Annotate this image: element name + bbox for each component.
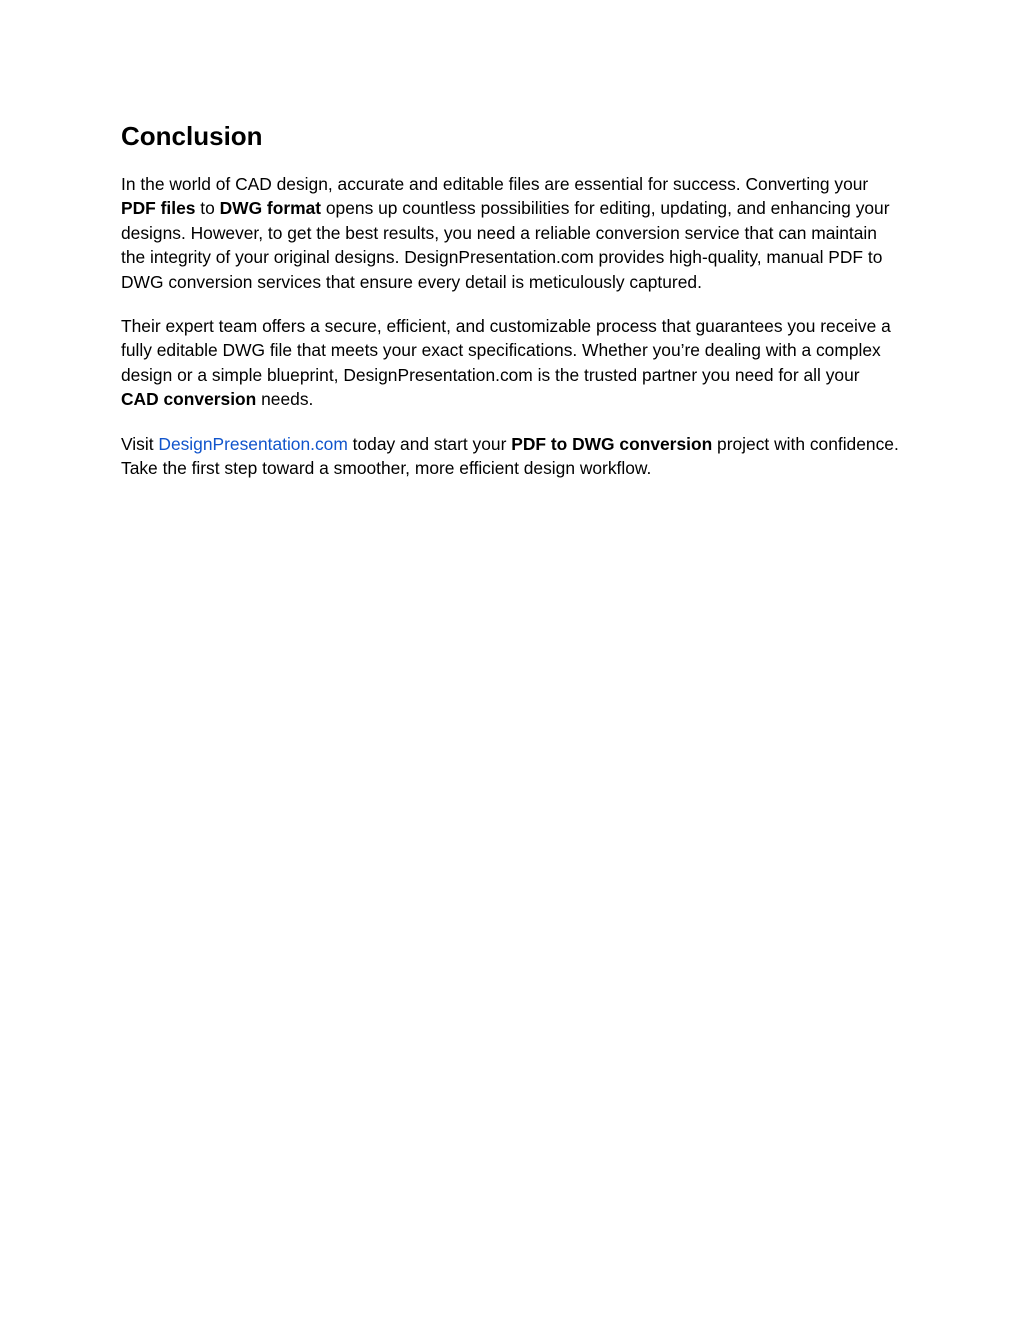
- text-run: Their expert team offers a secure, efficient, and customizable process that guarantees you receive a fully editable DWG file that meets your exact specifications. Whether you’re dealing with a complex design or a simple blueprint, DesignPresentation.com is the trusted partner you need for all your: [121, 316, 891, 385]
- text-run: Visit: [121, 433, 154, 454]
- text-run: needs.: [256, 389, 314, 410]
- text-run: today and start your: [347, 433, 512, 454]
- paragraph-visit: [121, 432, 901, 481]
- designpresentation-link[interactable]: DesignPresentation.com: [153, 433, 348, 454]
- section-heading: Conclusion: [121, 121, 263, 151]
- document-page: [121, 118, 901, 500]
- bold-dwg-format: DWG format: [219, 198, 322, 219]
- text-run: project with confidence. Take the first step toward a smoother, more efficient design workflow.: [121, 433, 899, 479]
- paragraph-team: [121, 314, 901, 412]
- bold-pdf-files: PDF files: [121, 198, 196, 219]
- paragraph-intro: [121, 172, 901, 294]
- text-run: In the world of CAD design, accurate and editable files are essential for success. Converting your: [121, 174, 869, 194]
- text-run: opens up countless possibilities for editing, updating, and enhancing your designs. However, to get the best results, you need a reliable conversion service that can maintain the integrity of your original designs. DesignPresentation.com provides high-quality, manual PDF to DWG conversion services that ensure every detail is meticulously captured.: [121, 198, 890, 292]
- bold-pdf-to-dwg-conversion: PDF to DWG conversion: [511, 433, 713, 454]
- bold-cad-conversion: CAD conversion: [121, 389, 257, 410]
- text-run: to: [195, 198, 220, 219]
